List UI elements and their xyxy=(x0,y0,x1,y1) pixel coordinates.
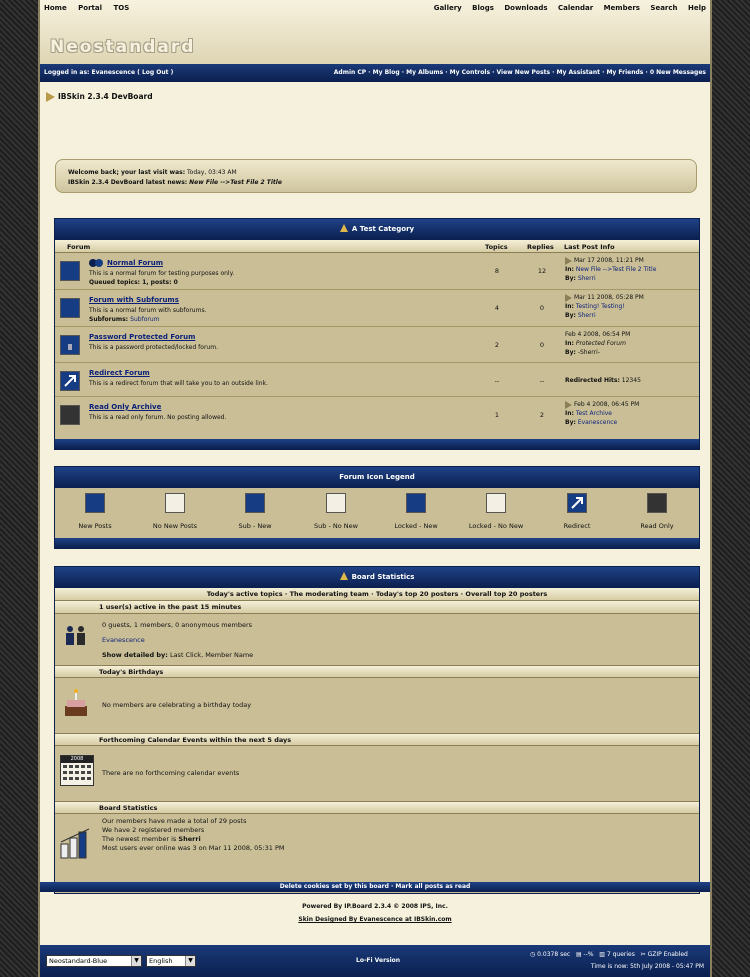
forum-desc: This is a redirect forum that will take you to an outside link. xyxy=(89,380,268,387)
active-users-count: 0 guests, 1 members, 0 anonymous members xyxy=(102,621,253,629)
col-replies: Replies xyxy=(527,243,554,251)
locked-new-icon xyxy=(406,493,426,513)
forum-row xyxy=(55,397,699,432)
last-post-arrow-icon[interactable] xyxy=(565,294,572,302)
welcome-box xyxy=(55,159,697,193)
col-forum: Forum xyxy=(67,243,91,251)
category-icon xyxy=(340,224,348,232)
nav-members[interactable]: Members xyxy=(603,4,640,12)
active-users-section xyxy=(55,614,699,665)
users-icon xyxy=(63,625,89,655)
sort-member-name-link[interactable]: Member Name xyxy=(205,651,254,659)
forum-link-archive[interactable]: Read Only Archive xyxy=(89,403,162,411)
read-only-icon xyxy=(647,493,667,513)
last-post-info: Feb 4 2008, 06:54 PM In: Protected Forum By: -Sherri- xyxy=(565,331,631,356)
moderating-team-link[interactable]: The moderating team xyxy=(289,590,369,598)
legend-item: Sub - New xyxy=(215,493,295,530)
server-stats xyxy=(530,951,688,958)
breadcrumb xyxy=(46,92,153,102)
show-detailed: Show detailed by: Last Click, Member Name xyxy=(102,651,254,659)
last-post-arrow-icon[interactable] xyxy=(565,257,572,265)
logged-in-label: Logged in as: xyxy=(44,69,90,76)
welcome-label: Welcome back; your last visit was: xyxy=(68,169,186,176)
subforum-link[interactable]: Subforum xyxy=(130,316,160,323)
forum-row xyxy=(55,363,699,397)
newest-member-link[interactable]: Sherri xyxy=(178,835,201,843)
last-post-info: Mar 11 2008, 05:28 PM In: Testing! Testing! By: Sherri xyxy=(565,294,644,319)
forum-desc: This is a normal forum for testing purposes only. xyxy=(89,270,235,277)
subforums: Subforums: Subforum xyxy=(89,316,160,323)
last-post-topic-link[interactable]: Test Archive xyxy=(575,410,613,417)
active-user-link[interactable]: Evanescence xyxy=(102,636,145,644)
query-count: 7 queries xyxy=(606,951,635,958)
calendar-year: 2008 xyxy=(61,756,93,763)
powered-by: Powered By IP.Board 2.3.4 © 2008 IPS, Inc. xyxy=(302,903,448,910)
calendar-text: There are no forthcoming calendar events xyxy=(102,769,240,777)
topics-count: 4 xyxy=(494,304,500,312)
active-topics-link[interactable]: Today's active topics xyxy=(206,590,283,598)
double-circle-icon xyxy=(89,259,104,267)
last-visit-value: Today, 03:43 AM xyxy=(187,169,237,176)
legend-title: Forum Icon Legend xyxy=(55,467,699,488)
cpu-usage: --% xyxy=(583,951,594,958)
no-new-posts-icon xyxy=(165,493,185,513)
view-new-posts-link[interactable]: View New Posts xyxy=(496,69,551,76)
legend-item: Locked - New xyxy=(376,493,456,530)
news-link[interactable]: New File -->Test File 2 Title xyxy=(189,179,282,186)
my-assistant-link[interactable]: My Assistant xyxy=(556,69,600,76)
gzip-icon: ✂ xyxy=(640,951,646,958)
last-post-topic-link[interactable]: Testing! Testing! xyxy=(575,303,625,310)
calendar-section xyxy=(55,746,699,801)
last-post-info: Feb 4 2008, 06:45 PM In: Test Archive By: Evanescence xyxy=(565,401,640,426)
forum-desc: This is a normal forum with subforums. xyxy=(89,307,207,314)
nav-gallery[interactable]: Gallery xyxy=(433,4,462,12)
last-post-user-link[interactable]: Sherri xyxy=(577,312,596,319)
most-online: Most users ever online was 3 on Mar 11 2008, 05:31 PM xyxy=(102,844,285,852)
last-post-user-link[interactable]: Sherri xyxy=(577,275,596,282)
chevron-down-icon: ▼ xyxy=(131,956,141,966)
clock-icon: ◷ xyxy=(530,951,536,958)
chevron-down-icon: ▼ xyxy=(185,956,195,966)
stats-icon xyxy=(340,572,348,580)
birthdays-section xyxy=(55,678,699,733)
category-footer xyxy=(55,439,699,449)
board-stats-section xyxy=(55,814,699,867)
cpu-icon: ▤ xyxy=(575,951,582,958)
legend-box xyxy=(54,466,700,549)
forum-sub-new-icon[interactable] xyxy=(60,298,80,318)
replies-count: 0 xyxy=(539,341,545,349)
calendar-header: Forthcoming Calendar Events within the next 5 days xyxy=(55,733,699,746)
nav-help[interactable]: Help xyxy=(687,4,706,12)
current-time: Time is now: 5th July 2008 - 05:47 PM xyxy=(590,963,704,970)
top-20-today-link[interactable]: Today's top 20 posters xyxy=(375,590,459,598)
sort-last-click-link[interactable]: Last Click xyxy=(169,651,202,659)
forum-read-only-icon[interactable] xyxy=(60,405,80,425)
birthday-text: No members are celebrating a birthday today xyxy=(102,701,252,709)
newest-member: The newest member is Sherri xyxy=(102,835,201,843)
forum-link-subforums[interactable]: Forum with Subforums xyxy=(89,296,179,304)
stats-box xyxy=(54,566,700,894)
legend-item: Sub - No New xyxy=(296,493,376,530)
total-posts: Our members have made a total of 29 posts xyxy=(102,817,247,825)
stats-links: Today's active topics · The moderating team · Today's top 20 posters · Overall top 20 posters xyxy=(55,588,699,601)
category-title[interactable]: A Test Category xyxy=(55,219,699,240)
replies-count: -- xyxy=(539,377,545,385)
nav-calendar[interactable]: Calendar xyxy=(557,4,594,12)
admin-cp-link[interactable]: Admin CP xyxy=(333,69,367,76)
queued-topics: Queued topics: 1, posts: 0 xyxy=(89,279,178,286)
replies-count: 12 xyxy=(537,267,547,275)
forum-link-normal[interactable]: Normal Forum xyxy=(107,259,164,267)
sub-new-icon xyxy=(245,493,265,513)
locked-no-new-icon xyxy=(486,493,506,513)
my-blog-link[interactable]: My Blog xyxy=(372,69,400,76)
redirect-icon xyxy=(567,493,587,513)
user-bar: Logged in as: Evanescence ( Log Out ) Admin CP · My Blog · My Albums · My Controls · View New Posts · My Assistant · My Friends · 0 New Messages xyxy=(40,64,710,82)
last-post-topic-link[interactable]: New File -->Test File 2 Title xyxy=(575,266,657,273)
topics-count: 1 xyxy=(494,411,500,419)
category-box xyxy=(54,218,700,450)
topics-count: 2 xyxy=(494,341,500,349)
nav-search[interactable]: Search xyxy=(650,4,678,12)
breadcrumb-arrow-icon xyxy=(46,92,55,102)
col-last-post: Last Post Info xyxy=(564,243,615,251)
calendar-icon xyxy=(60,755,94,786)
forum-redirect-icon[interactable] xyxy=(60,371,80,391)
last-post-info: Mar 17 2008, 11:21 PM In: New File -->Test File 2 Title By: Sherri xyxy=(565,257,657,282)
forum-locked-new-icon[interactable] xyxy=(60,335,80,355)
site-logo[interactable]: Neostandard xyxy=(50,37,196,57)
nav-downloads[interactable]: Downloads xyxy=(504,4,548,12)
legend-item: Locked - No New xyxy=(456,493,536,530)
nav-blogs[interactable]: Blogs xyxy=(472,4,494,12)
queries-icon: ▥ xyxy=(599,951,605,958)
col-topics: Topics xyxy=(485,243,508,251)
skin-credit[interactable]: Skin Designed By Evanescence at IBSkin.com xyxy=(298,916,452,923)
my-friends-link[interactable]: My Friends xyxy=(606,69,644,76)
registered-members: We have 2 registered members xyxy=(102,826,205,834)
legend-item: Read Only xyxy=(617,493,697,530)
username-link[interactable]: Evanescence xyxy=(91,69,136,76)
birthdays-header: Today's Birthdays xyxy=(55,665,699,678)
birthday-cake-icon xyxy=(61,688,91,722)
stats-bar-chart-icon xyxy=(59,826,95,864)
last-post-user-link[interactable]: Evanescence xyxy=(577,419,618,426)
forum-row xyxy=(55,327,699,363)
forum-row xyxy=(55,253,699,290)
forum-link-redirect[interactable]: Redirect Forum xyxy=(89,369,150,377)
bottom-bar xyxy=(40,945,710,977)
forum-desc: This is a password protected/locked forum. xyxy=(89,344,218,351)
nav-portal[interactable]: Portal xyxy=(78,4,103,12)
redirect-hits: Redirected Hits: 12345 xyxy=(565,377,641,384)
exec-time: 0.0378 sec xyxy=(537,951,571,958)
board-stats-header: Board Statistics xyxy=(55,801,699,814)
my-albums-link[interactable]: My Albums xyxy=(406,69,444,76)
sub-no-new-icon xyxy=(326,493,346,513)
lofi-link[interactable]: Lo-Fi Version xyxy=(356,957,401,964)
legend-item: No New Posts xyxy=(135,493,215,530)
forum-new-posts-icon[interactable] xyxy=(60,261,80,281)
breadcrumb-board[interactable]: IBSkin 2.3.4 DevBoard xyxy=(58,92,153,101)
news-label: IBSkin 2.3.4 DevBoard latest news: xyxy=(68,179,188,186)
page-wrapper xyxy=(38,0,712,977)
skin-select[interactable]: Neostandard-Blue ▼ xyxy=(46,955,142,967)
top-20-overall-link[interactable]: Overall top 20 posters xyxy=(465,590,548,598)
topics-count: 8 xyxy=(494,267,500,275)
forum-table-header xyxy=(55,240,699,253)
new-posts-icon xyxy=(85,493,105,513)
gzip-status: GZIP Enabled xyxy=(647,951,688,958)
last-post-arrow-icon[interactable] xyxy=(565,401,572,409)
legend-row xyxy=(55,488,699,537)
legend-item: Redirect xyxy=(537,493,617,530)
replies-count: 2 xyxy=(539,411,545,419)
forum-row xyxy=(55,290,699,327)
footer-links[interactable]: Delete cookies set by this board · Mark all posts as read xyxy=(40,882,710,892)
legend-footer xyxy=(55,538,699,548)
stats-title[interactable]: Board Statistics xyxy=(55,567,699,588)
forum-link-password[interactable]: Password Protected Forum xyxy=(89,333,196,341)
nav-tos[interactable]: TOS xyxy=(113,4,130,12)
nav-home[interactable]: Home xyxy=(44,4,67,12)
replies-count: 0 xyxy=(539,304,545,312)
topics-count: -- xyxy=(494,377,500,385)
language-select[interactable]: English ▼ xyxy=(146,955,196,967)
forum-desc: This is a read only forum. No posting allowed. xyxy=(89,414,227,421)
new-messages-link[interactable]: 0 New Messages xyxy=(649,69,706,76)
legend-item: New Posts xyxy=(55,493,135,530)
my-controls-link[interactable]: My Controls xyxy=(449,69,491,76)
logout-link[interactable]: Log Out xyxy=(141,69,169,76)
top-nav xyxy=(44,4,706,14)
active-users-header: 1 user(s) active in the past 15 minutes xyxy=(55,601,699,614)
